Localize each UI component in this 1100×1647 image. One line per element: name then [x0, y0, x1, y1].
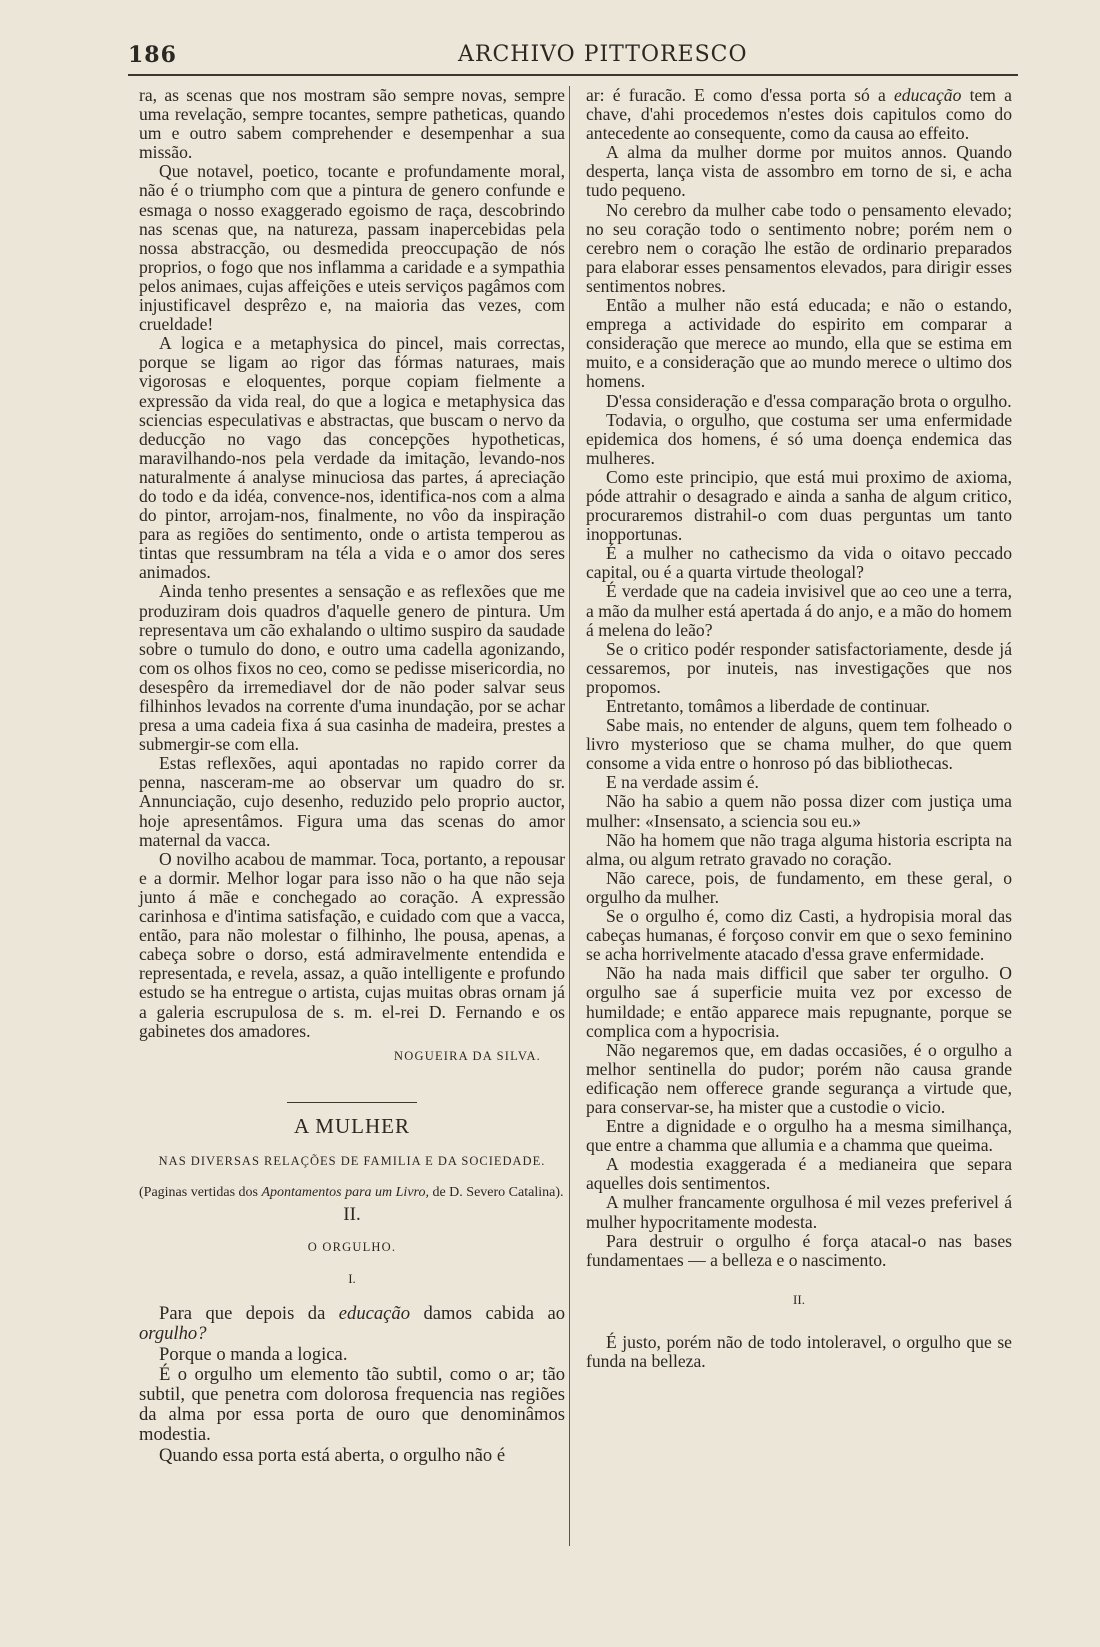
- paragraph: Não carece, pois, de fundamento, em these geral, o orgulho da mulher.: [586, 867, 1012, 907]
- paragraph: É a mulher no cathecismo da vida o oitavo peccado capital, ou é a quarta virtude theologal?: [586, 543, 1012, 583]
- paragraph: Se o critico podér responder satisfactoriamente, desde já cessaremos, por inuteis, nas investigações que nos propomos.: [586, 638, 1012, 697]
- paragraph: Não ha sabio a quem não possa dizer com justiça uma mulher: «Insensato, a sciencia sou eu.»: [586, 791, 1012, 831]
- paragraph: A modestia exaggerada é a medianeira que separa aquelles dois sentimentos.: [586, 1154, 1012, 1194]
- text-run: damos cabida ao: [410, 1303, 565, 1325]
- paragraph: Não ha nada mais difficil que saber ter orgulho. O orgulho sae á superficie muita vez por excesso de humildade; e então apparece mais repugnante, porque se complica com a hypocrisia.: [586, 963, 1012, 1041]
- paragraph: A logica e a metaphysica do pincel, mais correctas, porque se ligam ao rigor das fórmas naturaes, mais vigorosas e eloquentes, porque copiam fielmente a expressão da vida real, do que a logica e metaphysica das sciencias especulativas e abstractas, que buscam o nervo da deducção no vago das concepções hypotheticas, maravilhando-nos pela verdade da imitação, levando-nos naturalmente á analyse minuciosa das partes, á apreciação do todo e da idéa, convence-nos, identifica-nos com a alma do pintor, arrojam-nos, finalmente, no vôo da inspiração para as regiões do sentimento, onde o artista temperou as tintas que ressumbram na téla a vida e o amor dos seres animados.: [139, 333, 565, 583]
- paragraph: E na verdade assim é.: [606, 772, 759, 793]
- paragraph: Ainda tenho presentes a sensação e as reflexões que me produziram dois quadros d'aquelle genero de pintura. Um representava um cão exhalando o ultimo suspiro da saudade sobre o tumulo do dono, e outro uma cadella agonizando, com os olhos fixos no ceo, como se pedisse misericordia, no desespêro da irremediavel dor de não poder salvar seus filhinhos levados na corrente d'uma inundação, por se achar presa a uma cadeia fixa á sua casinha de madeira, prestes a submergir-se com ella.: [139, 581, 565, 755]
- source-suffix: de D. Severo Catalina).: [428, 1184, 564, 1200]
- left-column: [139, 86, 565, 1466]
- emphasis: educação: [338, 1303, 411, 1325]
- text-run: Para que depois da: [159, 1303, 339, 1325]
- paragraph: É o orgulho um elemento tão subtil, como o ar; tão subtil, que penetra com dolorosa frequencia nas regiões da alma por essa porta de ouro que denominâmos modestia.: [139, 1363, 565, 1446]
- paragraph: Quando essa porta está aberta, o orgulho não é: [159, 1444, 506, 1466]
- source-prefix: (Paginas vertidas dos: [139, 1184, 262, 1200]
- emphasis: educação: [893, 85, 962, 105]
- paragraph: Então a mulher não está educada; e não o estando, emprega a actividade do espirito em comparar a consideração que merece ao mundo, ella que se estima em muito, e a consideração que ao mundo merece o ultimo dos homens.: [586, 295, 1012, 392]
- article-subtitle: NAS DIVERSAS RELAÇÕES DE FAMILIA E DA SOCIEDADE.: [158, 1153, 546, 1168]
- subsection-numeral: I.: [348, 1271, 356, 1287]
- paragraph: Sabe mais, no entender de alguns, quem tem folheado o livro mysterioso que se chama mulher, do que quem consome a vida entre o honroso pó das bibliothecas.: [586, 715, 1012, 774]
- paragraph: [139, 1304, 565, 1344]
- paragraph: O novilho acabou de mammar. Toca, portanto, a repousar e a dormir. Melhor logar para isso não o ha que não seja junto á mãe e conchegado ao coração. A expressão carinhosa e d'intima satisfação, e cuidado com que a vacca, então, para não molestar o filhinho, lhe pousa, apenas, a cabeça sobre o dorso, está admiravelmente entendida e representada, e revela, assaz, a quão intelligente e profundo estudo se ha entregue o artista, cujas muitas obras ornam já a galeria escrupulosa de s. m. el-rei D. Fernando e os gabinetes dos amadores.: [139, 848, 565, 1041]
- text-run: ar: é furacão. E como d'essa porta só a: [586, 85, 894, 105]
- paragraph: É justo, porém não de todo intoleravel, o orgulho que se funda na belleza.: [586, 1331, 1012, 1371]
- journal-title: ARCHIVO PITTORESCO: [458, 42, 748, 67]
- author-signature: NOGUEIRA DA SILVA.: [394, 1048, 541, 1063]
- header-rule: [128, 74, 1018, 76]
- emphasis: orgulho?: [139, 1323, 207, 1345]
- article-title: A MULHER: [294, 1113, 410, 1138]
- paragraph: A alma da mulher dorme por muitos annos. Quando desperta, lança vista de assombro em torno de si, e acha tudo pequeno.: [586, 142, 1012, 201]
- paragraph: ra, as scenas que nos mostram são sempre novas, sempre uma revelação, sempre tocantes, sempre patheticas, quando um e outro sabem comprehender e desempenhar a sua missão.: [139, 85, 565, 163]
- paragraph: Para destruir o orgulho é força atacal-o nas bases fundamentaes — a belleza e o nascimento.: [586, 1230, 1012, 1270]
- paragraph: Entre a dignidade e o orgulho ha a mesma similhança, que entre a chamma que allumia e a chamma que queima.: [586, 1116, 1012, 1156]
- paragraph: Não negaremos que, em dadas occasiões, é o orgulho a melhor sentinella do pudor; porém não causa grande edificação nem offerece grande segurança a virtude que, para conservar-se, ha mister que a custodie o vicio.: [586, 1039, 1012, 1117]
- paragraph: Estas reflexões, aqui apontadas no rapido correr da penna, nasceram-me ao observar um quadro do sr. Annunciação, cujo desenho, reduzido pelo proprio auctor, hoje apresentâmos. Figura uma das scenas do amor maternal da vacca.: [139, 753, 565, 850]
- subsection-numeral: II.: [793, 1291, 805, 1307]
- page-number: 186: [128, 42, 177, 68]
- paragraph: Entretanto, tomâmos a liberdade de continuar.: [606, 696, 930, 716]
- text-run: tem a chave, d'ahi procedemos n'estes dois capitulos como do antecedente ao consequente, como da causa ao effeito.: [586, 85, 1012, 144]
- paragraph: Que notavel, poetico, tocante e profundamente moral, não é o triumpho com que a pintura de genero confunde e esmaga o nosso exaggerado egoismo de raça, descobrindo nas scenas que, na natureza, passam inapercebidas pela nossa abstracção, ou desmedida preoccupação de nós proprios, o fogo que nos inflamma a caridade e a sympathia pelos animaes, cujas affeições e uteis serviços pagâmos com injustificavel desprêzo e, na maioria das vezes, com crueldade!: [139, 161, 565, 335]
- paragraph: É verdade que na cadeia invisivel que ao ceo une a terra, a mão da mulher está apertada á do anjo, e a mão do homem á melena do leão?: [586, 581, 1012, 640]
- article-separator: [287, 1102, 417, 1103]
- source-work: Apontamentos para um Livro,: [261, 1184, 429, 1200]
- paragraph: Se o orgulho é, como diz Casti, a hydropisia moral das cabeças humanas, é forçoso convir em que o sexo feminino se acha horrivelmente atacado d'essa grave enfermidade.: [586, 906, 1012, 965]
- section-name: O ORGULHO.: [307, 1240, 397, 1255]
- paragraph: Porque o manda a logica.: [159, 1343, 348, 1365]
- paragraph: D'essa consideração e d'essa comparação brota o orgulho.: [606, 390, 1012, 411]
- article-source: [139, 1185, 565, 1201]
- paragraph: A mulher francamente orgulhosa é mil vezes preferivel á mulher hypocritamente modesta.: [586, 1192, 1012, 1232]
- paragraph: [586, 86, 1012, 143]
- column-divider: [569, 86, 570, 1546]
- paragraph: No cerebro da mulher cabe todo o pensamento elevado; no seu coração todo o sentimento nobre; porém nem o cerebro nem o coração lhe estão de ordinario preparados para elaborar esses pensamentos elevados, para dirigir esses sentimentos nobres.: [586, 199, 1012, 296]
- paragraph: Todavia, o orgulho, que costuma ser uma enfermidade epidemica dos homens, é só uma doença endemica das mulheres.: [586, 409, 1012, 468]
- paragraph: Não ha homem que não traga alguma historia escripta na alma, ou algum retrato gravado no coração.: [586, 829, 1012, 869]
- section-numeral: II.: [343, 1203, 361, 1225]
- right-column: [586, 86, 1012, 1371]
- paragraph: Como este principio, que está mui proximo de axioma, póde attrahir o desagrado e ainda a sanha de algum critico, procuraremos distrahil-o com duas perguntas um tanto inopportunas.: [586, 466, 1012, 545]
